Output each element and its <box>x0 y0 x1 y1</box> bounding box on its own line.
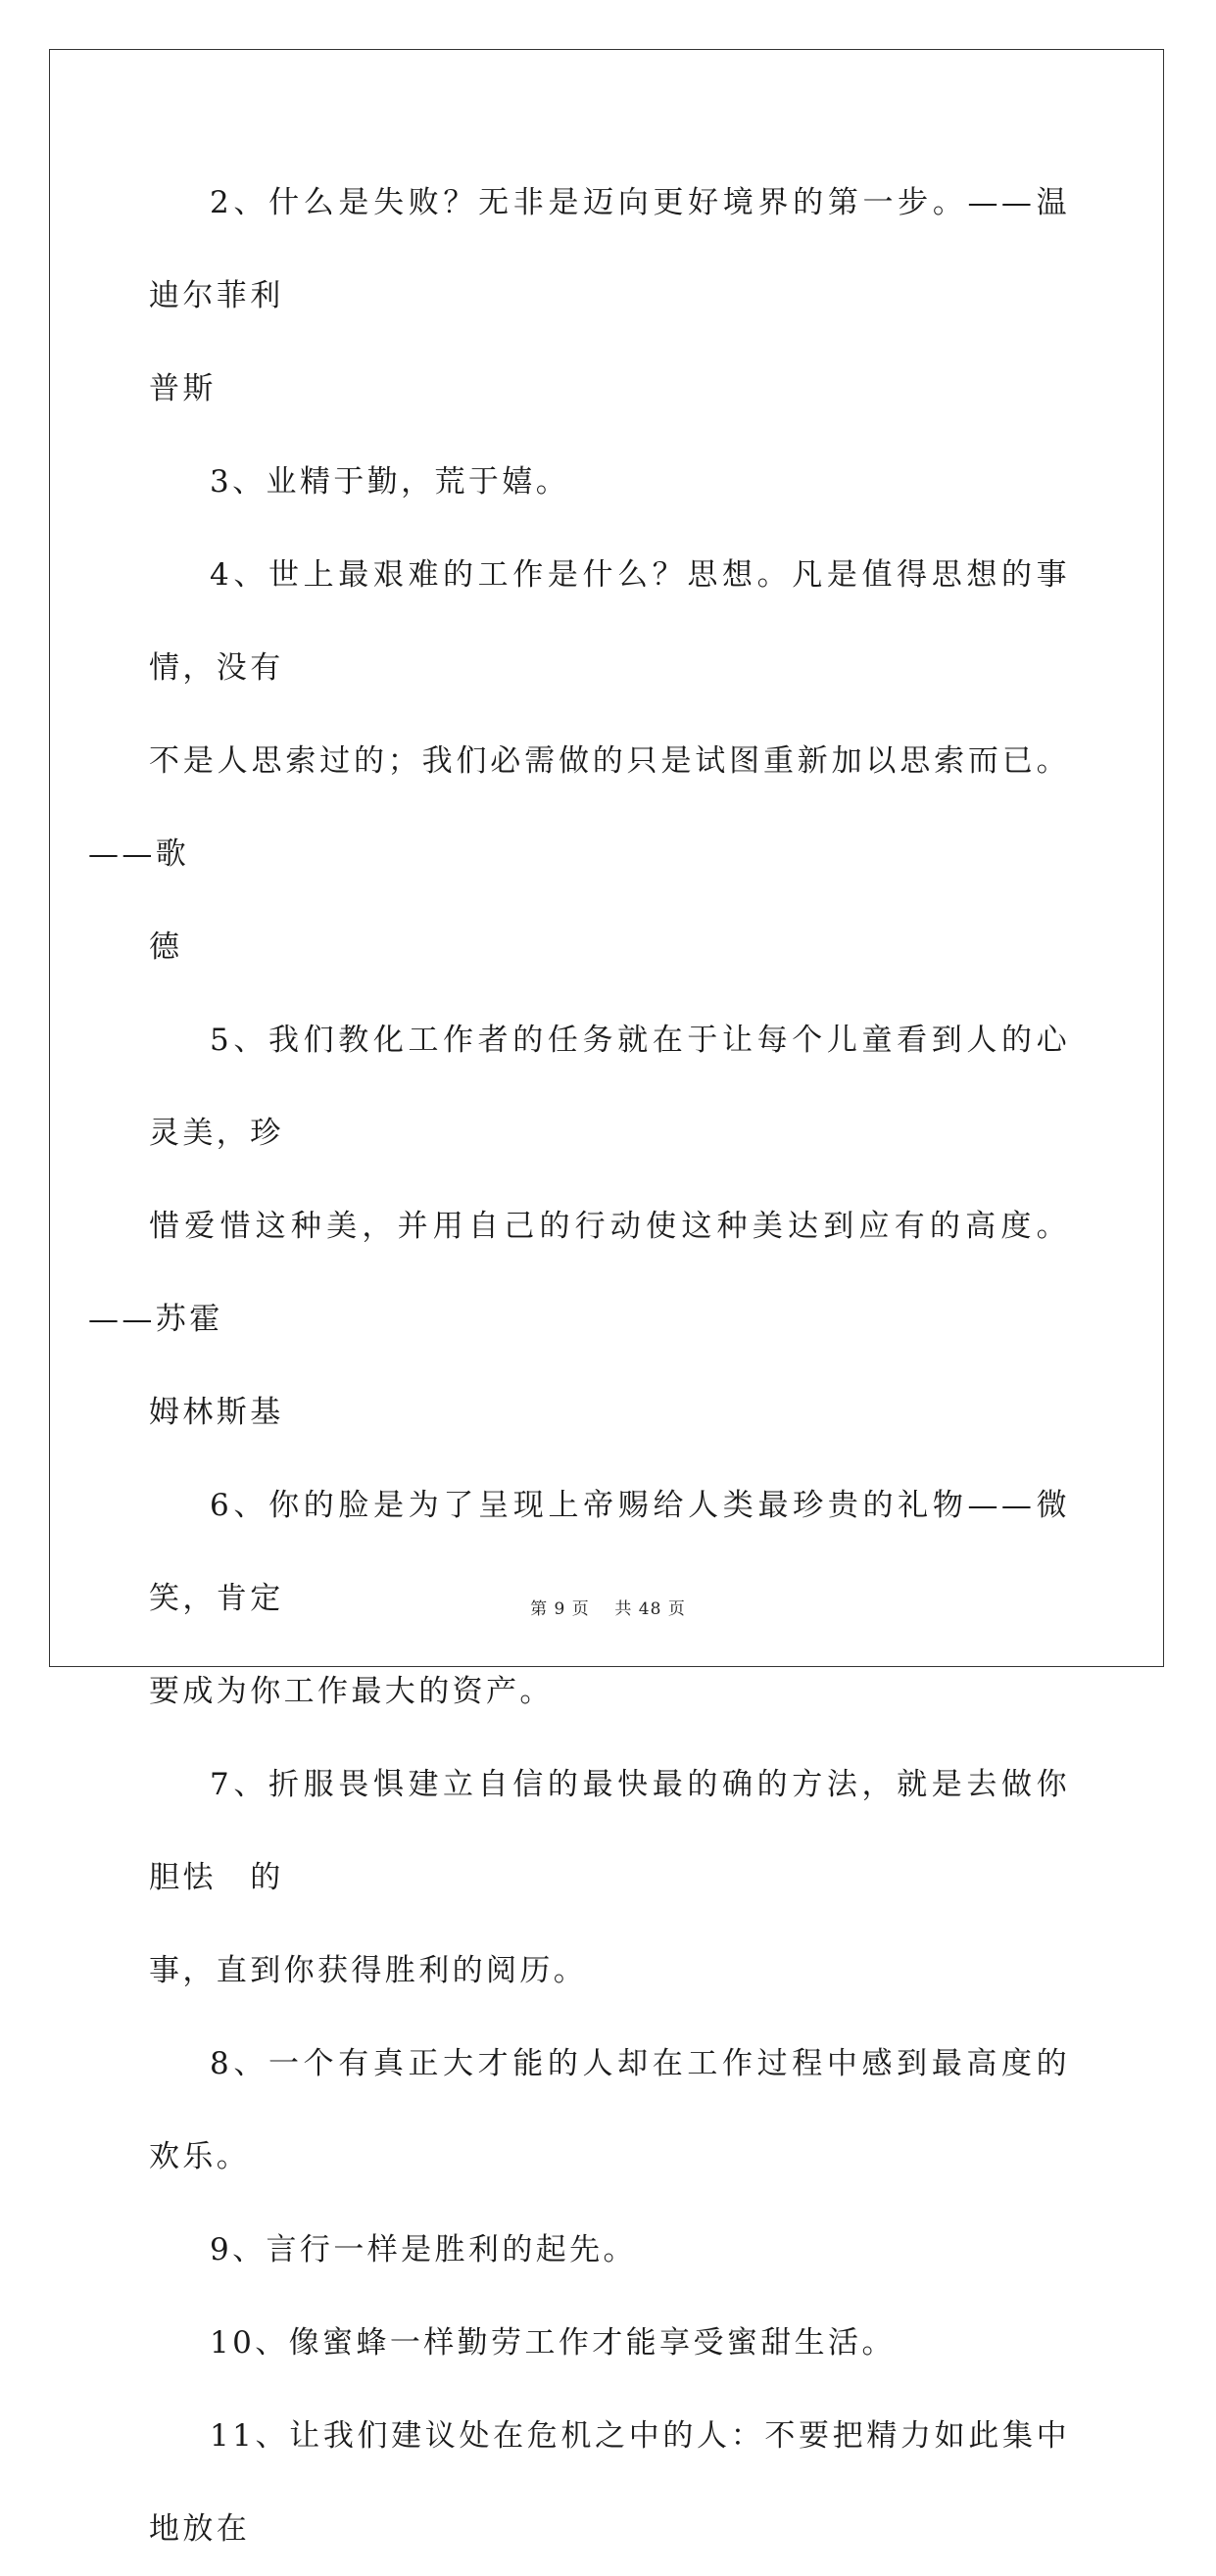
paragraph-line: 11、让我们建议处在危机之中的人：不要把精力如此集中地放在 <box>149 2418 1070 2547</box>
paragraph-line: 3、业精于勤，荒于嬉。 <box>210 464 570 500</box>
paragraph-8 <box>149 2018 1070 2204</box>
paragraph-line: 5、我们教化工作者的任务就在于让每个儿童看到人的心灵美，珍 <box>149 1023 1070 1151</box>
paragraph-line: 普斯 <box>149 371 217 406</box>
paragraph-line: 要成为你工作最大的资产。 <box>149 1674 554 1709</box>
paragraph-line: 10、像蜜蜂一样勤劳工作才能享受蜜甜生活。 <box>210 2325 896 2361</box>
page-total: 共 48 页 <box>614 1599 686 1619</box>
paragraph-11 <box>149 2390 1070 2576</box>
paragraph-2 <box>149 157 1070 436</box>
paragraph-4 <box>88 529 1070 994</box>
document-body <box>88 157 1070 2576</box>
paragraph-line: 4、世上最艰难的工作是什么？思想。凡是值得思想的事情，没有 <box>149 557 1070 686</box>
page-number: 第 9 页 <box>530 1599 590 1619</box>
paragraph-line: 姆林斯基 <box>149 1395 284 1430</box>
paragraph-line: 8、一个有真正大才能的人却在工作过程中感到最高度的欢乐。 <box>149 2046 1070 2174</box>
paragraph-3 <box>149 436 1070 529</box>
paragraph-line: 2、什么是失败？无非是迈向更好境界的第一步。——温迪尔菲利 <box>149 185 1070 313</box>
paragraph-line: 德 <box>149 930 183 965</box>
paragraph-line: 7、折服畏惧建立自信的最快最的确的方法，就是去做你胆怯 的 <box>149 1767 1070 1895</box>
paragraph-line: 不是人思索过的；我们必需做的只是试图重新加以思索而已。——歌 <box>88 743 1070 872</box>
paragraph-7 <box>149 1739 1070 2018</box>
paragraph-line: 9、言行一样是胜利的起先。 <box>210 2232 637 2267</box>
paragraph-line: 惜爱惜这种美，并用自己的行动使这种美达到应有的高度。——苏霍 <box>88 1209 1070 1337</box>
paragraph-line: 事，直到你获得胜利的阅历。 <box>149 1953 588 1988</box>
paragraph-10 <box>149 2297 1070 2390</box>
paragraph-5 <box>88 994 1070 1459</box>
page-footer <box>0 1595 1216 1619</box>
paragraph-9 <box>149 2204 1070 2297</box>
paragraph-line: 6、你的脸是为了呈现上帝赐给人类最珍贵的礼物——微笑，肯定 <box>149 1488 1070 1616</box>
